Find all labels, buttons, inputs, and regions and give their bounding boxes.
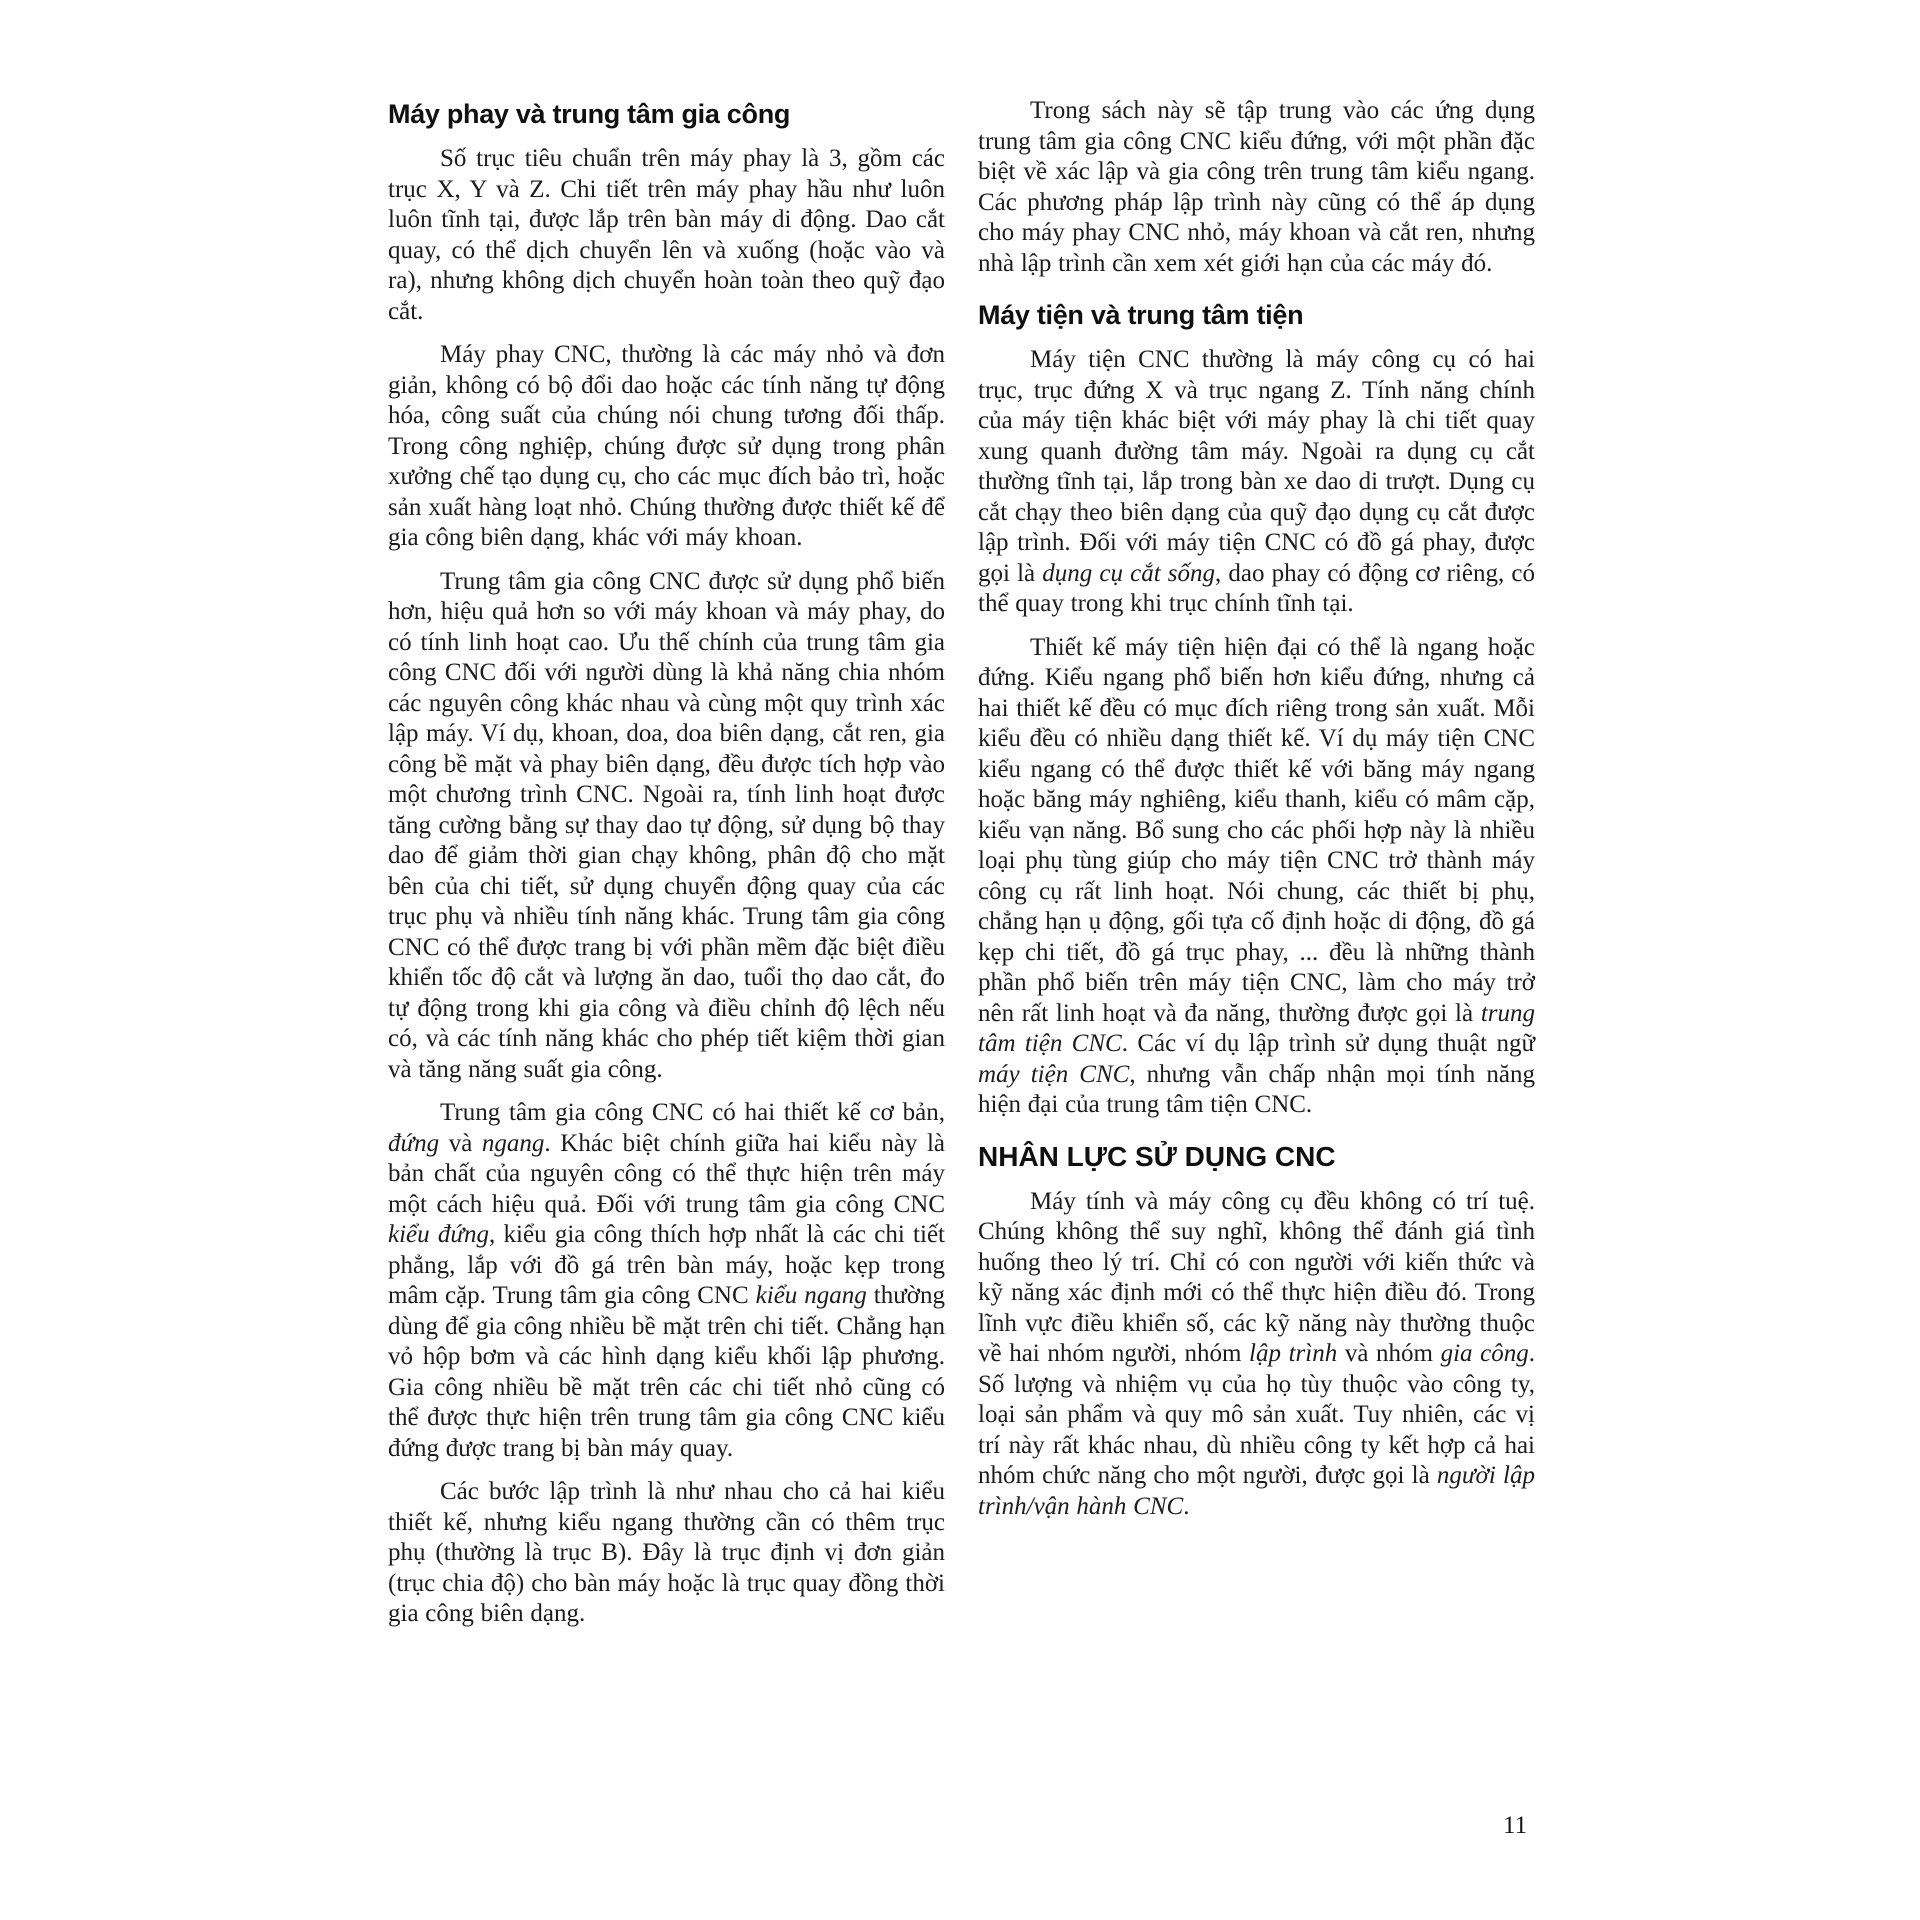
section-heading: Máy tiện và trung tâm tiện bbox=[978, 300, 1304, 330]
paragraph: Số trục tiêu chuẩn trên máy phay là 3, gồm các trục X, Y và Z. Chi tiết trên máy phay hầu như luôn luôn tĩnh tại, được lắp trên bàn máy di động. Dao cắt quay, có thể dịch chuyển lên và xuống (hoặc vào và ra), nhưng không dịch chuyển hoàn toàn theo quỹ đạo cắt. bbox=[388, 145, 945, 325]
paragraph: Trung tâm gia công CNC có hai thiết kế cơ bản, đứng và ngang. Khác biệt chính giữa hai kiểu này là bản chất của nguyên công có thể thực hiện trên máy một cách hiệu quả. Đối với trung tâm gia công CNC kiểu đứng, kiểu gia công thích hợp nhất là các chi tiết phẳng, lắp với đồ gá trên bàn máy, hoặc kẹp trong mâm cặp. Trung tâm gia công CNC kiểu ngang thường dùng để gia công nhiều bề mặt trên chi tiết. Chẳng hạn vỏ hộp bơm và các hình dạng kiểu khối lập phương. Gia công nhiều bề mặt trên các chi tiết nhỏ cũng có thể được thực hiện trên trung tâm gia công CNC kiểu đứng được trang bị bàn máy quay. bbox=[388, 1099, 946, 1462]
page-number: 11 bbox=[1503, 1812, 1528, 1839]
section-heading: NHÂN LỰC SỬ DỤNG CNC bbox=[978, 1140, 1336, 1172]
paragraph: Thiết kế máy tiện hiện đại có thể là ngang hoặc đứng. Kiểu ngang phổ biến hơn kiểu đứng, nhưng cả hai thiết kế đều có mục đích riêng trong sản xuất. Mỗi kiểu đều có nhiều dạng thiết kế. Ví dụ máy tiện CNC kiểu ngang có thể được thiết kế với băng máy ngang hoặc băng máy nghiêng, kiểu thanh, kiểu có mâm cặp, kiểu vạn năng. Bổ sung cho các phối hợp này là nhiều loại phụ tùng giúp cho máy tiện CNC trở thành máy công cụ rất linh hoạt. Nói chung, các thiết bị phụ, chẳng hạn ụ động, gối tựa cố định hoặc di động, đồ gá kẹp chi tiết, đồ gá trục phay, ... đều là những thành phần phổ biến trên máy tiện CNC, làm cho máy trở nên rất linh hoạt và đa năng, thường được gọi là trung tâm tiện CNC. Các ví dụ lập trình sử dụng thuật ngữ máy tiện CNC, nhưng vẫn chấp nhận mọi tính năng hiện đại của trung tâm tiện CNC. bbox=[978, 633, 1536, 1118]
paragraph: Các bước lập trình là như nhau cho cả hai kiểu thiết kế, nhưng kiểu ngang thường cần có thêm trục phụ (thường là trục B). Đây là trục định vị đơn giản (trục chia độ) cho bàn máy hoặc là trục quay đồng thời gia công biên dạng. bbox=[388, 1478, 945, 1627]
paragraph: Máy tính và máy công cụ đều không có trí tuệ. Chúng không thể suy nghĩ, không thể đánh giá tình huống theo lý trí. Chỉ có con người với kiến thức và kỹ năng xác định mới có thể thực hiện điều đó. Trong lĩnh vực điều khiển số, các kỹ năng này thường thuộc về hai nhóm người, nhóm lập trình và nhóm gia công. Số lượng và nhiệm vụ của họ tùy thuộc vào công ty, loại sản phẩm và quy mô sản xuất. Tuy nhiên, các vị trí này rất khác nhau, dù nhiều công ty kết hợp cả hai nhóm chức năng cho một người, được gọi là người lập trình/vận hành CNC. bbox=[978, 1187, 1536, 1520]
paragraph: Trung tâm gia công CNC được sử dụng phổ biến hơn, hiệu quả hơn so với máy khoan và máy phay, do có tính linh hoạt cao. Ưu thế chính của trung tâm gia công CNC đối với người dùng là khả năng chia nhóm các nguyên công khác nhau và cùng một quy trình xác lập máy. Ví dụ, khoan, doa, doa biên dạng, cắt ren, gia công bề mặt và phay biên dạng, đều được tích hợp vào một chương trình CNC. Ngoài ra, tính linh hoạt được tăng cường bằng sự thay dao tự động, sử dụng bộ thay dao để giảm thời gian chạy không, phân độ cho mặt bên của chi tiết, sử dụng chuyển động quay của các trục phụ và nhiều tính năng khác. Trung tâm gia công CNC có thể được trang bị với phần mềm đặc biệt điều khiển tốc độ cắt và lượng ăn dao, tuổi thọ dao cắt, đo tự động trong khi gia công và điều chỉnh độ lệch nếu có, và các tính năng khác cho phép tiết kiệm thời gian và tăng năng suất gia công. bbox=[388, 567, 945, 1083]
paragraph: Máy tiện CNC thường là máy công cụ có hai trục, trục đứng X và trục ngang Z. Tính năng chính của máy tiện khác biệt với máy phay là chi tiết quay xung quanh đường tâm máy. Ngoài ra dụng cụ cắt thường tĩnh tại, lắp trong bàn xe dao di trượt. Dụng cụ cắt chạy theo biên dạng của quỹ đạo dụng cụ cắt được lập trình. Đối với máy tiện CNC có đồ gá phay, được gọi là dụng cụ cắt sống, dao phay có động cơ riêng, có thể quay trong khi trục chính tĩnh tại. bbox=[978, 346, 1535, 617]
section-heading: Máy phay và trung tâm gia công bbox=[388, 99, 791, 129]
paragraph: Máy phay CNC, thường là các máy nhỏ và đơn giản, không có bộ đổi dao hoặc các tính năng tự động hóa, công suất của chúng nói chung tương đối thấp. Trong công nghiệp, chúng được sử dụng trong phân xưởng chế tạo dụng cụ, cho các mục đích bảo trì, hoặc sản xuất hàng loạt nhỏ. Chúng thường được thiết kế để gia công biên dạng, khác với máy khoan. bbox=[388, 341, 945, 551]
right-column bbox=[978, 96, 1535, 1535]
paragraph: Trong sách này sẽ tập trung vào các ứng dụng trung tâm gia công CNC kiểu đứng, với một phần đặc biệt về xác lập và gia công trên trung tâm kiểu ngang. Các phương pháp lập trình này cũng có thể áp dụng cho máy phay CNC nhỏ, máy khoan và cắt ren, nhưng nhà lập trình cần xem xét giới hạn của các máy đó. bbox=[978, 97, 1535, 277]
left-column bbox=[388, 96, 945, 1643]
